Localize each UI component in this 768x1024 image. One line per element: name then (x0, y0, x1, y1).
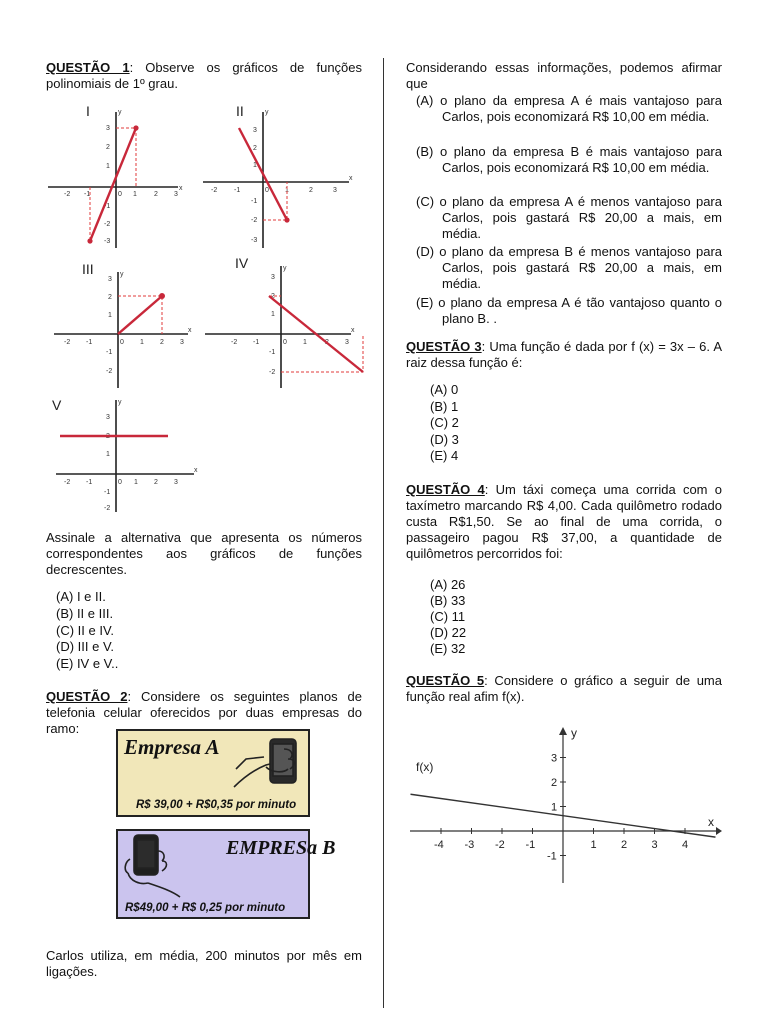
svg-text:0: 0 (120, 339, 124, 346)
svg-text:x: x (188, 327, 192, 334)
svg-text:1: 1 (106, 451, 110, 458)
svg-text:-2: -2 (64, 191, 71, 198)
svg-text:-2: -2 (104, 505, 111, 512)
svg-text:1: 1 (303, 339, 307, 346)
q1-prompt: Assinale a alternativa que apresenta os números correspondentes aos gráficos de funções decrescentes. (46, 530, 362, 577)
q5-x-tick-label: -1 (525, 839, 536, 851)
graph-iii-label: III (82, 261, 94, 277)
q3-option-b[interactable]: (B) 1 (430, 399, 459, 414)
q1-intro: : Observe os gráficos de funções polinomiais de 1º grau. (46, 60, 363, 91)
q4-option-e[interactable]: (E) 32 (430, 641, 466, 656)
q2-intro: : Considere os seguintes planos de telefonia celular oferecidos por duas empresas do ramo: (46, 689, 363, 736)
empresa-b-name: EMPRESa B (226, 837, 336, 859)
q3-option-d[interactable]: (D) 3 (430, 432, 459, 447)
q5-x-tick-label: -4 (434, 839, 444, 851)
graph-iii (46, 258, 196, 390)
q4-option-b[interactable]: (B) 33 (430, 593, 466, 608)
q2-option-a[interactable]: (A) o plano da empresa A é mais vantajoso para Carlos, pois economizará R$ 10,00 em média. (416, 93, 722, 124)
svg-text:0: 0 (118, 191, 122, 198)
q1-statement (46, 60, 362, 92)
q5-y-tick-label: 2 (551, 777, 558, 789)
svg-text:y: y (118, 109, 122, 116)
svg-text:2: 2 (154, 479, 158, 486)
svg-text:-1: -1 (269, 349, 276, 356)
q5-x-label: x (708, 815, 714, 829)
q5-x-tick-label: 2 (621, 839, 628, 851)
graph-ii (201, 100, 356, 250)
q5-x-tick-label: 1 (590, 839, 597, 851)
q5-fx-label: f(x) (416, 760, 434, 774)
svg-text:-1: -1 (106, 349, 113, 356)
column-divider (383, 58, 384, 1008)
svg-text:-3: -3 (104, 238, 111, 245)
svg-text:1: 1 (108, 312, 112, 319)
svg-text:2: 2 (106, 144, 110, 151)
svg-text:3: 3 (106, 414, 110, 421)
q2-option-c[interactable]: (C) o plano da empresa A é menos vantajoso para Carlos, pois gastará R$ 20,00 a mais, em média. (416, 194, 722, 241)
q3-statement (406, 339, 722, 371)
q1-option-d[interactable]: (D) III e V. (56, 639, 115, 654)
svg-text:3: 3 (345, 339, 349, 346)
q5-statement (406, 673, 722, 705)
svg-text:3: 3 (174, 191, 178, 198)
svg-text:-2: -2 (231, 339, 238, 346)
q5-x-tick-label: 3 (651, 839, 658, 851)
svg-text:1: 1 (106, 163, 110, 170)
svg-text:-1: -1 (251, 198, 258, 205)
svg-text:y: y (120, 271, 124, 278)
q3-option-c[interactable]: (C) 2 (430, 415, 459, 430)
graph-i-line (90, 128, 136, 241)
svg-text:x: x (194, 467, 198, 474)
q1-option-c[interactable]: (C) II e IV. (56, 623, 115, 638)
q5-x-tick-label: -3 (464, 839, 475, 851)
q1-option-a[interactable]: (A) I e II. (56, 589, 106, 604)
q2-usage: Carlos utiliza, em média, 200 minutos por mês em ligações. (46, 948, 362, 979)
graph-i (46, 100, 196, 250)
q5-y-tick-label: 3 (551, 752, 558, 765)
q4-option-d[interactable]: (D) 22 (430, 625, 467, 640)
q3-intro: : Uma função é dada por f (x) = 3x – 6. A raiz dessa função é: (406, 339, 722, 370)
graph-i-label: I (86, 103, 90, 119)
svg-text:3: 3 (271, 274, 275, 281)
q4-title: QUESTÃO 4 (406, 482, 485, 497)
q2-option-b[interactable]: (B) o plano da empresa B é mais vantajoso para Carlos, pois economizará R$ 10,00 em média. (416, 144, 722, 175)
svg-text:2: 2 (108, 294, 112, 301)
svg-text:-2: -2 (64, 339, 71, 346)
svg-text:3: 3 (253, 127, 257, 134)
q5-y-tick-label: 1 (551, 801, 558, 814)
q5-x-tick-label: -2 (495, 839, 505, 851)
svg-text:-2: -2 (269, 369, 276, 376)
q5-y-label: y (571, 726, 577, 740)
svg-text:1: 1 (285, 187, 289, 194)
empresa-a-name: Empresa A (124, 735, 220, 759)
svg-text:-2: -2 (251, 217, 258, 224)
svg-text:2: 2 (253, 145, 257, 152)
q4-statement (406, 482, 722, 562)
q1-option-b[interactable]: (B) II e III. (56, 606, 114, 621)
svg-text:-2: -2 (106, 368, 113, 375)
graph-ii-label: II (236, 103, 244, 119)
q2-option-e[interactable]: (E) o plano da empresa A é tão vantajoso quanto o plano B. . (416, 295, 722, 326)
svg-text:2: 2 (106, 433, 110, 440)
svg-text:2: 2 (160, 339, 164, 346)
q1-option-e[interactable]: (E) IV e V.. (56, 656, 119, 671)
q4-option-a[interactable]: (A) 26 (430, 577, 466, 592)
svg-text:3: 3 (174, 479, 178, 486)
svg-text:1: 1 (271, 311, 275, 318)
graph-iv (201, 254, 361, 390)
empresa-a-price: R$ 39,00 + R$0,35 por minuto (136, 799, 297, 811)
q2-title: QUESTÃO 2 (46, 689, 128, 704)
graph-v (46, 396, 206, 514)
graph-iii-line (118, 296, 162, 334)
graph-v-label: V (52, 397, 62, 413)
svg-text:3: 3 (108, 276, 112, 283)
q5-intro: : Considere o gráfico a seguir de uma função real afim f(x). (406, 673, 722, 704)
svg-text:2: 2 (325, 339, 329, 346)
svg-text:1: 1 (253, 162, 257, 169)
svg-text:2: 2 (309, 187, 313, 194)
q5-x-tick-label: 4 (682, 839, 689, 851)
svg-text:-2: -2 (104, 221, 111, 228)
q3-title: QUESTÃO 3 (406, 339, 482, 354)
svg-text:x: x (351, 327, 355, 334)
svg-text:0: 0 (265, 187, 269, 194)
svg-text:-1: -1 (234, 187, 241, 194)
svg-text:1: 1 (133, 191, 137, 198)
svg-text:-1: -1 (104, 203, 111, 210)
svg-text:0: 0 (283, 339, 287, 346)
q1-title: QUESTÃO 1 (46, 60, 130, 75)
svg-text:1: 1 (140, 339, 144, 346)
q3-option-a[interactable]: (A) 0 (430, 382, 459, 397)
svg-text:x: x (179, 185, 183, 192)
empresa-b-price: R$49,00 + R$ 0,25 por minuto (125, 902, 286, 914)
svg-text:3: 3 (180, 339, 184, 346)
svg-text:0: 0 (118, 479, 122, 486)
svg-text:-2: -2 (64, 479, 71, 486)
q5-graph (408, 725, 722, 885)
q5-title: QUESTÃO 5 (406, 673, 485, 688)
svg-text:-1: -1 (84, 191, 91, 198)
empresa-b-card (116, 829, 336, 919)
svg-text:y: y (283, 265, 287, 272)
q2-option-d[interactable]: (D) o plano da empresa B é menos vantajoso para Carlos, pois gastará R$ 20,00 a mais, em média. (416, 244, 722, 291)
svg-text:1: 1 (134, 479, 138, 486)
svg-text:-1: -1 (253, 339, 260, 346)
graph-iv-label: IV (235, 255, 249, 271)
svg-text:2: 2 (154, 191, 158, 198)
q2-continuation: Considerando essas informações, podemos afirmar que (406, 60, 722, 91)
svg-text:y: y (265, 109, 269, 116)
q4-option-c[interactable]: (C) 11 (430, 609, 466, 624)
svg-text:-1: -1 (86, 479, 93, 486)
empresa-a-card (116, 729, 310, 817)
svg-text:-3: -3 (251, 237, 258, 244)
svg-text:3: 3 (106, 125, 110, 132)
q3-option-e[interactable]: (E) 4 (430, 448, 459, 463)
svg-text:-2: -2 (211, 187, 218, 194)
svg-text:-1: -1 (86, 339, 93, 346)
q5-y-tick-label: -1 (547, 850, 557, 863)
svg-text:y: y (118, 399, 122, 406)
svg-text:2: 2 (271, 293, 275, 300)
svg-text:x: x (349, 175, 353, 182)
q5-ticks (434, 753, 688, 863)
svg-text:-1: -1 (104, 489, 111, 496)
svg-text:3: 3 (333, 187, 337, 194)
q4-intro: : Um táxi começa uma corrida com o taxímetro marcando R$ 4,00. Cada quilômetro rodado custa R$1,50. Se ao final de uma corrida, o passageiro pagou R$ 37,00, a quantidade de quilômetros percorridos foi: (406, 482, 722, 561)
